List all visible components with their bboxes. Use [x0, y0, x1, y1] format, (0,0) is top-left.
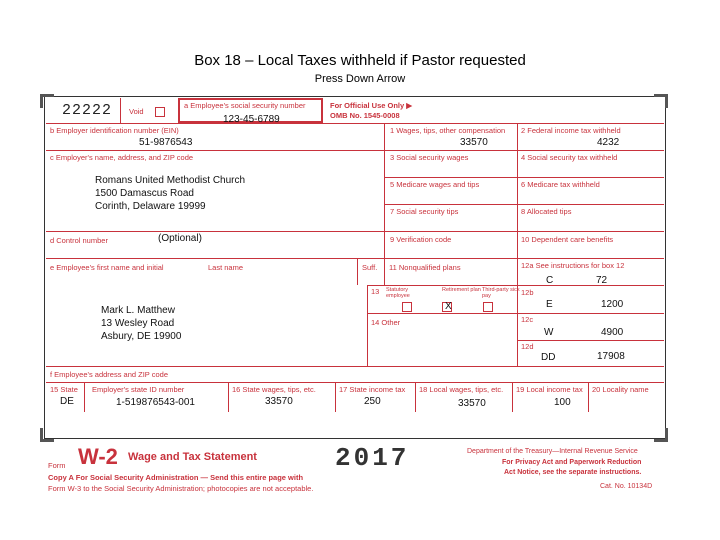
box6-label: 6 Medicare tax withheld: [521, 180, 600, 189]
official-use-label: For Official Use Only ▶: [330, 101, 413, 110]
employer-city[interactable]: Corinth, Delaware 19999: [95, 201, 206, 212]
line-v-12: [517, 258, 518, 366]
line-v-18: [415, 382, 416, 412]
employee-street[interactable]: 13 Wesley Road: [101, 318, 175, 329]
corner-mark-tr: [654, 94, 668, 108]
line-v-mid: [384, 123, 385, 258]
line-v-20: [588, 382, 589, 412]
box3-label: 3 Social security wages: [390, 153, 469, 162]
last-name-label: Last name: [208, 263, 244, 272]
suff-label: Suff.: [362, 263, 378, 272]
line-v-11: [384, 258, 385, 285]
line-h-d: [46, 258, 664, 259]
footer-wage-tax-title: Wage and Tax Statement: [128, 451, 257, 463]
box12c-amount[interactable]: 4900: [601, 327, 624, 338]
line-v-state: [84, 382, 85, 412]
line-h-1: [384, 177, 664, 178]
box10-label: 10 Dependent care benefits: [521, 235, 614, 244]
corner-mark-bl: [40, 428, 54, 442]
corner-mark-br: [654, 428, 668, 442]
box12b-label: 12b: [521, 288, 534, 297]
box16-label: 16 State wages, tips, etc.: [232, 385, 316, 394]
control-number-value[interactable]: (Optional): [158, 233, 202, 244]
ein-label: b Employer identification number (EIN): [50, 126, 179, 135]
control-code: 22222: [62, 102, 113, 119]
footer-department: Department of the Treasury—Internal Revenue Service: [467, 448, 638, 455]
box7-label: 7 Social security tips: [390, 207, 459, 216]
employee-first-label: e Employee's first name and initial: [50, 263, 164, 272]
box12d-amount[interactable]: 17908: [597, 351, 625, 362]
box13-label: 13: [371, 287, 380, 296]
box17-label: 17 State income tax: [339, 385, 406, 394]
employer-name[interactable]: Romans United Methodist Church: [95, 175, 246, 186]
box18-value[interactable]: 33570: [458, 398, 486, 409]
line-v-19: [512, 382, 513, 412]
box12c-label: 12c: [521, 315, 534, 324]
ssn-label: a Employee's social security number: [184, 101, 306, 110]
footer-copy-line2: Form W-3 to the Social Security Administration; photocopies are not acceptable.: [48, 484, 314, 493]
line-h-14: [367, 313, 517, 314]
footer-copy-line1: Copy A For Social Security Administration — Send this entire page with: [48, 473, 304, 482]
box2-value[interactable]: 4232: [597, 137, 620, 148]
page-title: Box 18 – Local Taxes withheld if Pastor requested: [194, 52, 526, 69]
box12c-code[interactable]: W: [544, 327, 554, 338]
line-v-17: [335, 382, 336, 412]
state-id-value[interactable]: 1-519876543-001: [116, 397, 195, 408]
line-h-15: [46, 382, 664, 383]
footer-form-label: Form: [48, 461, 66, 470]
box12a-code[interactable]: C: [546, 275, 554, 286]
ssn-value[interactable]: 123-45-6789: [223, 114, 280, 125]
sickpay-checkbox[interactable]: [483, 302, 493, 312]
box1-value[interactable]: 33570: [460, 137, 488, 148]
box5-label: 5 Medicare wages and tips: [390, 180, 480, 189]
employee-address-label: f Employee's address and ZIP code: [50, 370, 169, 379]
box12b-code[interactable]: E: [546, 299, 553, 310]
footer-privacy-line2: Act Notice, see the separate instructions.: [504, 469, 642, 476]
void-checkbox[interactable]: [155, 107, 165, 117]
line-v-right: [517, 123, 518, 258]
line-v-16: [228, 382, 229, 412]
box12d-code[interactable]: DD: [541, 352, 556, 363]
line-v-suff: [357, 258, 358, 285]
box15-label: 15 State: [50, 385, 78, 394]
page-subtitle: Press Down Arrow: [314, 73, 406, 85]
box19-label: 19 Local income tax: [516, 385, 583, 394]
line-h-12b: [517, 313, 664, 314]
footer-w2-title: W-2: [78, 444, 118, 469]
line-h-c: [46, 231, 664, 232]
footer-privacy-line1: For Privacy Act and Paperwork Reduction: [502, 459, 642, 466]
line-v-13: [367, 285, 368, 366]
box13-retirement-label: Retirement plan: [442, 287, 481, 293]
employer-street[interactable]: 1500 Damascus Road: [95, 188, 194, 199]
employer-label: c Employer's name, address, and ZIP code: [50, 153, 194, 162]
box11-label: 11 Nonqualified plans: [389, 263, 461, 272]
statutory-checkbox[interactable]: [402, 302, 412, 312]
void-label: Void: [129, 107, 144, 116]
box14-label: 14 Other: [371, 318, 401, 327]
line-h-13: [367, 285, 664, 286]
state-value[interactable]: DE: [60, 396, 74, 407]
box1-label: 1 Wages, tips, other compensation: [390, 126, 506, 135]
box12d-label: 12d: [521, 342, 534, 351]
footer-cat-no: Cat. No. 10134D: [600, 483, 653, 490]
line-h-2: [384, 204, 664, 205]
box12a-label: 12a See instructions for box 12: [521, 261, 625, 270]
box12a-amount[interactable]: 72: [596, 275, 608, 286]
state-id-label: Employer's state ID number: [92, 385, 185, 394]
line-h-b: [46, 150, 664, 151]
line-h-top: [46, 123, 664, 124]
box4-label: 4 Social security tax withheld: [521, 153, 618, 162]
ein-value[interactable]: 51-9876543: [139, 137, 193, 148]
box16-value[interactable]: 33570: [265, 396, 293, 407]
box12b-amount[interactable]: 1200: [601, 299, 624, 310]
box2-label: 2 Federal income tax withheld: [521, 126, 621, 135]
employee-city[interactable]: Asbury, DE 19900: [101, 331, 182, 342]
box18-label: 18 Local wages, tips, etc.: [419, 385, 504, 394]
line-h-12c: [517, 340, 664, 341]
footer-year: 2017: [335, 443, 410, 473]
box8-label: 8 Allocated tips: [521, 207, 572, 216]
box20-label: 20 Locality name: [592, 385, 649, 394]
retirement-check-mark: X: [445, 301, 452, 312]
control-number-label: d Control number: [50, 236, 108, 245]
corner-mark-tl: [40, 94, 54, 108]
box19-value[interactable]: 100: [554, 397, 571, 408]
box13-sickpay-label: Third-party sick pay: [482, 287, 520, 299]
omb-label: OMB No. 1545-0008: [330, 111, 400, 120]
box17-value[interactable]: 250: [364, 396, 381, 407]
box9-label: 9 Verification code: [390, 235, 452, 244]
employee-name[interactable]: Mark L. Matthew: [101, 305, 175, 316]
line-h-f: [46, 366, 664, 367]
box13-statutory-label: Statutory employee: [386, 287, 410, 299]
line-v-void: [120, 98, 121, 123]
